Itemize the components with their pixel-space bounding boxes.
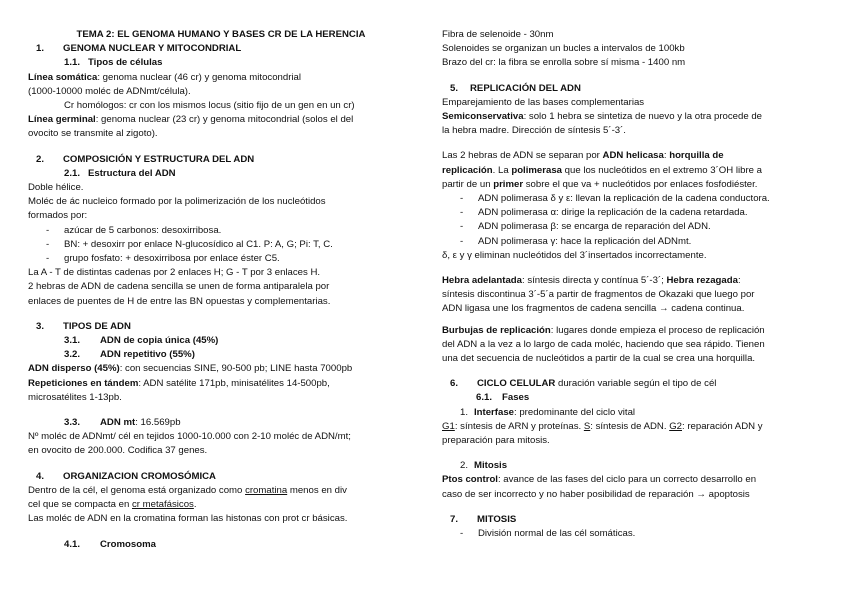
brazo-cr: Brazo del cr: la fibra se enrolla sobre sí misma - 1400 nm (442, 57, 686, 69)
section-1-heading: 1. GENOMA NUCLEAR Y MITOCONDRIAL (36, 43, 242, 55)
organizacion-line-2: cel que se compacta en cr metafásicos. (28, 499, 197, 511)
linea-germinal: Línea germinal: genoma nuclear (23 cr) y genoma mitocondrial (solos el del (28, 114, 354, 126)
left-column (28, 28, 414, 552)
fases-g1-s-g2-cont: preparación para mitosis. (442, 435, 550, 447)
list-item: - División normal de las cél somáticas. (442, 527, 828, 541)
organizacion-line-3: Las moléc de ADN en la cromatina forman las histonas con prot cr básicas. (28, 513, 348, 525)
list-item: - ADN polimerasa α: dirige la replicación de la cadena retardada. (442, 206, 828, 220)
repeticiones-tandem-cont: microsatélites 1-13pb. (28, 391, 122, 403)
molec-line-2: formados por: (28, 210, 88, 222)
section-1-1-heading: 1.1. Tipos de células (64, 57, 163, 69)
organizacion-line-1: Dentro de la cél, el genoma está organizado como cromatina menos en div (28, 484, 347, 496)
burbujas-line-3: una det secuencia de nucleótidos a partir de la cual se crea una horquilla. (442, 353, 756, 365)
section-3-3-heading: 3.3. ADN mt: 16.569pb (64, 417, 181, 429)
section-2-1-heading: 2.1. Estructura del ADN (64, 167, 176, 179)
list-item: - ADN polimerasa δ y ε: llevan la replicación de la cadena conductora. (442, 192, 828, 206)
list-item: - azúcar de 5 carbonos: desoxirribosa. (28, 224, 414, 238)
list-item: - ADN polimerasa γ: hace la replicación del ADNmt. (442, 235, 828, 249)
section-6-heading: 6. CICLO CELULAR duración variable según el tipo de cél (450, 378, 717, 390)
fases-g1-s-g2: G1: síntesis de ARN y proteínas. S: síntesis de ADN. G2: reparación ADN y (442, 420, 763, 432)
section-3-1-heading: 3.1. ADN de copia única (45%) (64, 335, 219, 347)
helicasa-line-3: partir de un primer sobre el que va + nucleótidos por enlaces fosfodiéster. (442, 178, 758, 190)
section-4-heading: 4. ORGANIZACION CROMOSÓMICA (36, 470, 216, 482)
mitosis-item: 2. Mitosis (460, 460, 508, 472)
adnmt-line-1: Nº moléc de ADNmt/ cél en tejidos 1000-10.000 con 2-10 moléc de ADN/mt; (28, 431, 351, 443)
linea-germinal-cont: ovocito se transmite al zigoto). (28, 128, 158, 140)
burbujas-line-1: Burbujas de replicación: lugares donde empieza el proceso de replicación (442, 324, 765, 336)
hebra-rezagada-line-1: síntesis discontinua 3´-5´a partir de fragmentos de Okazaki que luego por (442, 289, 755, 301)
semiconservativa-cont: la hebra madre. Dirección de síntesis 5´-3´. (442, 125, 626, 137)
emparejamiento: Emparejamiento de las bases complementarias (442, 96, 645, 108)
cr-homologos: Cr homólogos: cr con los mismos locus (sitio fijo de un gen en un cr) (64, 100, 355, 112)
adnmt-line-2: en ovocito de 200.000. Codifica 37 genes. (28, 445, 208, 457)
right-column (442, 28, 828, 541)
list-item: - grupo fosfato: + desoxirribosa por enlace éster C5. (28, 252, 414, 266)
section-3-2-heading: 3.2. ADN repetitivo (55%) (64, 349, 195, 361)
molec-line-1: Moléc de ác nucleico formado por la polimerización de los nucleótidos (28, 196, 326, 208)
section-7-heading: 7. MITOSIS (450, 513, 517, 525)
hebras-line-2: enlaces de puentes de H de entre las BN opuestas y complementarias. (28, 295, 331, 307)
section-3-heading: 3. TIPOS DE ADN (36, 320, 131, 332)
helicasa-line-2: replicación. La polimerasa que los nucleótidos en el extremo 3´OH libre a (442, 164, 762, 176)
helicasa-line-1: Las 2 hebras de ADN se separan por ADN helicasa: horquilla de (442, 150, 724, 162)
eliminan-nucleotidos: δ, ε y γ eliminan nucleótidos del 3´insertados incorrectamente. (442, 249, 707, 261)
enlaces-h: La A - T de distintas cadenas por 2 enlaces H; G - T por 3 enlaces H. (28, 267, 321, 279)
doble-helice: Doble hélice. (28, 182, 84, 194)
fibra-selenoide: Fibra de selenoide - 30nm (442, 29, 554, 40)
burbujas-line-2: del ADN a la vez a lo largo de cada moléc, haciendo que sea rápido. Tienen (442, 338, 765, 350)
linea-somatica: Línea somática: genoma nuclear (46 cr) y genoma mitocondrial (28, 71, 302, 83)
interfase: 1. Interfase: predominante del ciclo vital (460, 406, 636, 418)
section-4-1-heading: 4.1. Cromosoma (64, 538, 156, 550)
solenoides: Solenoides se organizan un bucles a intervalos de 100kb (442, 43, 685, 55)
list-item: - BN: + desoxirr por enlace N-glucosídico al C1. P: A, G; Pi: T, C. (28, 238, 414, 252)
adn-disperso: ADN disperso (45%): con secuencias SINE, 90-500 pb; LINE hasta 7000pb (28, 363, 353, 375)
document-title: TEMA 2: EL GENOMA HUMANO Y BASES CR DE LA HERENCIA (76, 29, 366, 40)
semiconservativa: Semiconservativa: solo 1 hebra se sintetiza de nuevo y la otra procede de (442, 111, 762, 123)
repeticiones-tandem: Repeticiones en tándem: ADN satélite 171pb, minisatélites 14-500pb, (28, 377, 330, 389)
section-2-heading: 2. COMPOSICIÓN Y ESTRUCTURA DEL ADN (36, 153, 255, 165)
hebra-adelantada: Hebra adelantada: síntesis directa y contínua 5´-3´; Hebra rezagada: (442, 275, 741, 287)
hebra-rezagada-line-2: ADN ligasa une los fragmentos de cadena sencilla → cadena continua. (442, 303, 745, 315)
linea-somatica-cont: (1000-10000 moléc de ADNmt/célula). (28, 85, 191, 97)
ptos-control-line-2: caso de ser incorrecto y no haber posibilidad de reparación → apoptosis (442, 488, 750, 500)
ptos-control-line-1: Ptos control: avance de las fases del ciclo para un correcto desarrollo en (442, 474, 757, 486)
list-item: - ADN polimerasa β: se encarga de reparación del ADN. (442, 220, 828, 234)
section-5-heading: 5. REPLICACIÓN DEL ADN (450, 82, 581, 94)
section-6-1-heading: 6.1. Fases (476, 392, 530, 404)
hebras-line-1: 2 hebras de ADN de cadena sencilla se unen de forma antiparalela por (28, 281, 330, 293)
